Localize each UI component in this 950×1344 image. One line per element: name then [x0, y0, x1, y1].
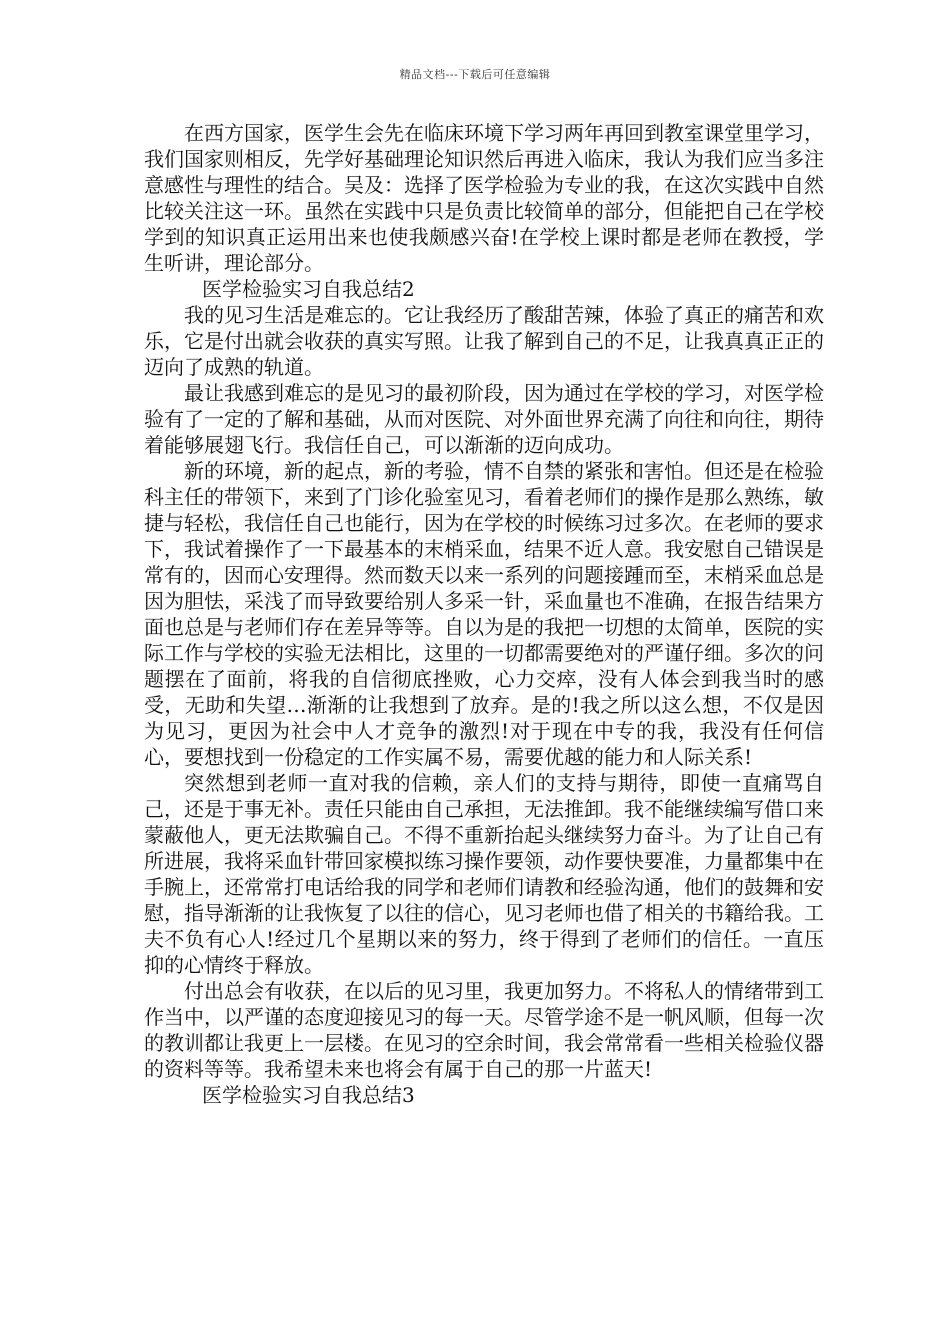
section-heading-2: 医学检验实习自我总结2 [202, 277, 415, 301]
paragraph-intro: 在西方国家，医学生会先在临床环境下学习两年再回到教室课堂里学习，我们国家则相反，先学好基础理论知识然后再进入临床，我认为我们应当多注意感性与理性的结合。吴及：选择了医学检验为专业的我，在这次实践中自然比较关注这一环。虽然在实践中只是负责比较简单的部分，但能把自己在学校学到的知识真正运用出来也使我颇感兴奋!在学校上课时都是老师在教授，学生听讲，理论部分。 [144, 121, 824, 275]
paragraph: 突然想到老师一直对我的信赖，亲人们的支持与期待，即使一直痛骂自己，还是于事无补。责任只能由自己承担，无法推卸。我不能继续编写借口来蒙蔽他人，更无法欺骗自己。不得不重新抬起头继续努力奋斗。为了让自己有所进展，我将采血针带回家模拟练习操作要领，动作要快要准，力量都集中在手腕上，还常常打电话给我的同学和老师们请教和经验沟通，他们的鼓舞和安慰，指导渐渐的让我恢复了以往的信心，见习老师也借了相关的书籍给我。工夫不负有心人!经过几个星期以来的努力，终于得到了老师们的信任。一直压抑的心情终于释放。 [144, 771, 824, 977]
paragraph: 最让我感到难忘的是见习的最初阶段，因为通过在学校的学习，对医学检验有了一定的了解和基础，从而对医院、对外面世界充满了向往和向往，期待着能够展翅飞行。我信任自己，可以渐渐的迈向成功。 [144, 381, 824, 457]
section-heading-3: 医学检验实习自我总结3 [202, 1083, 415, 1107]
paragraph: 付出总会有收获，在以后的见习里，我更加努力。不将私人的情绪带到工作当中，以严谨的态度迎接见习的每一天。尽管学途不是一帆风顺，但每一次的教训都让我更上一层楼。在见习的空余时间，我会常常看一些相关检验仪器的资料等等。我希望未来也将会有属于自己的那一片蓝天! [144, 979, 824, 1081]
paragraph: 我的见习生活是难忘的。它让我经历了酸甜苦辣，体验了真正的痛苦和欢乐，它是付出就会收获的真实写照。让我了解到自己的不足，让我真真正正的迈向了成熟的轨道。 [144, 303, 824, 379]
document-body [144, 120, 824, 1108]
page-header: 精品文档---下载后可任意编辑 [399, 68, 551, 81]
paragraph: 新的环境，新的起点，新的考验，情不自禁的紧张和害怕。但还是在检验科主任的带领下，来到了门诊化验室见习，看着老师们的操作是那么熟练，敏捷与轻松，我信任自己也能行，因为在学校的时候练习过多次。在老师的要求下，我试着操作了一下最基本的末梢采血，结果不近人意。我安慰自己错误是常有的，因而心安理得。然而数天以来一系列的问题接踵而至，末梢采血总是因为胆怯，采浅了而导致要给别人多采一针，采血量也不准确，在报告结果方面也总是与老师们存在差异等等。自以为是的我把一切想的太简单，医院的实际工作与学校的实验无法相比，这里的一切都需要绝对的严谨仔细。多次的问题摆在了面前，将我的自信彻底挫败，心力交瘁，没有人体会到我当时的感受，无助和失望…渐渐的让我想到了放弃。是的!我之所以这么想，不仅是因为见习，更因为社会中人才竞争的激烈!对于现在中专的我，我没有任何信心，要想找到一份稳定的工作实属不易，需要优越的能力和人际关系! [144, 459, 824, 769]
